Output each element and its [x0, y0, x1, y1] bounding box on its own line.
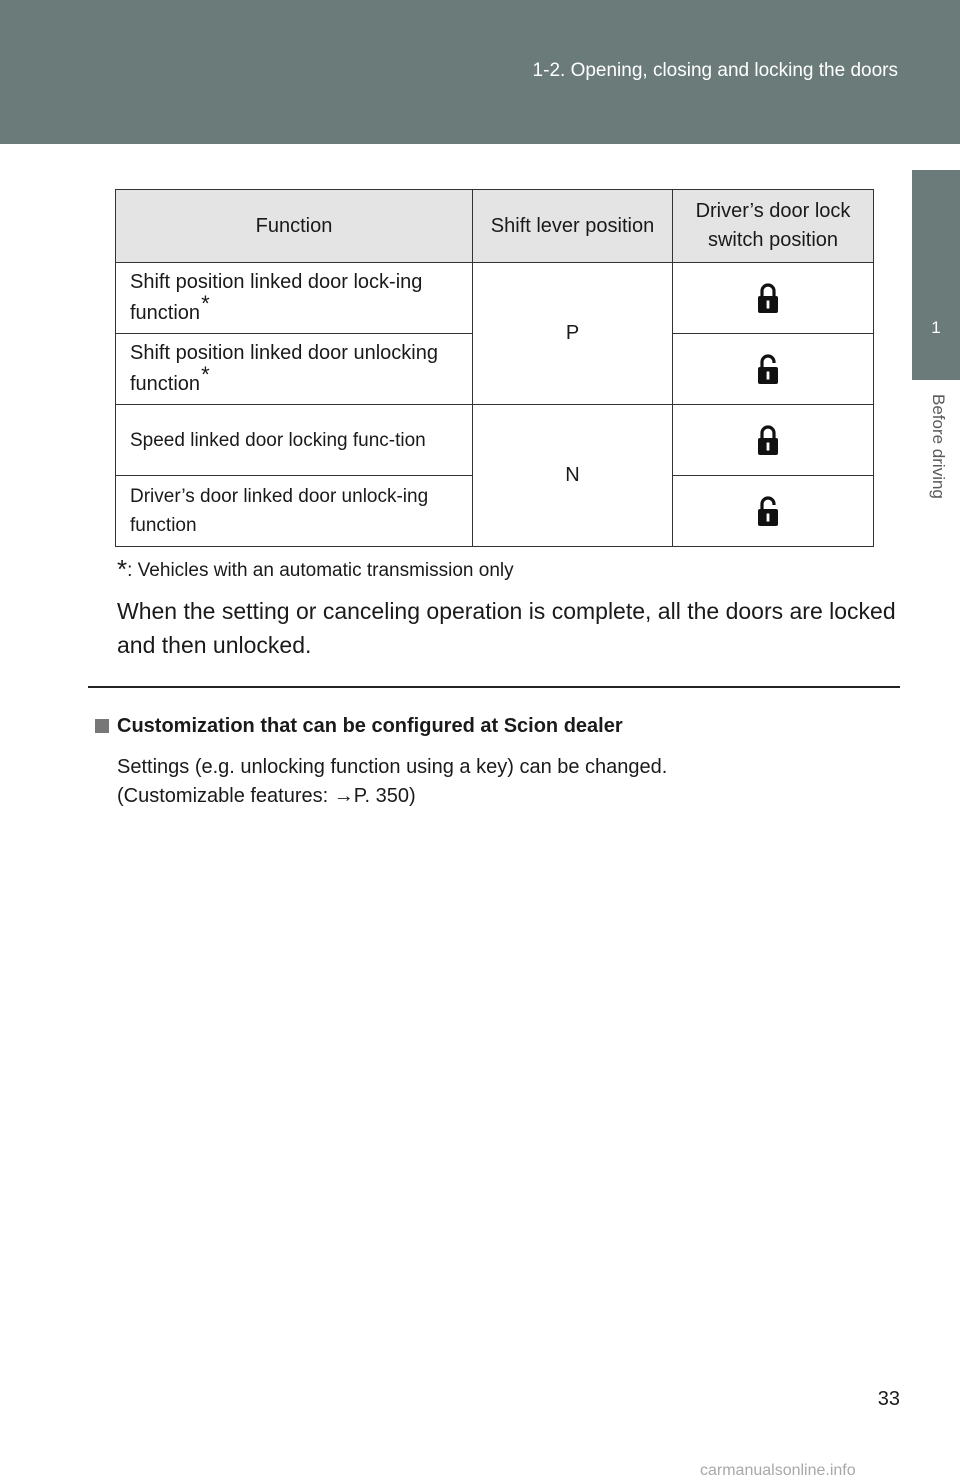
unlocked-padlock-icon: [757, 353, 779, 385]
square-bullet-icon: [95, 719, 109, 733]
section-line: Settings (e.g. unlocking function using a key) can be changed.: [117, 756, 668, 778]
function-cell: [116, 476, 473, 547]
locked-padlock-icon: [757, 424, 779, 456]
function-text: Speed linked door locking func-tion: [130, 429, 426, 451]
function-table: [115, 189, 874, 547]
function-cell: [116, 405, 473, 476]
locked-padlock-icon: [757, 282, 779, 314]
footnote: [117, 552, 514, 583]
function-cell: [116, 263, 473, 334]
side-tab-label-wrap: [912, 382, 960, 582]
function-cell: [116, 334, 473, 405]
section-line: (Customizable features: →P. 350): [117, 785, 416, 807]
switch-cell: [673, 405, 874, 476]
header-shift-lever: Shift lever position: [473, 190, 673, 263]
asterisk: *: [201, 362, 210, 387]
page-number: 33: [877, 1388, 900, 1410]
header-switch-position: Driver’s door lock switch position: [673, 190, 874, 263]
asterisk: *: [201, 291, 210, 316]
body-paragraph: When the setting or canceling operation is complete, all the doors are locked and then unlocked.: [117, 598, 896, 658]
section-heading-text: Customization that can be configured at Scion dealer: [117, 715, 623, 737]
side-tab-number: 1: [931, 318, 941, 337]
header-function: Function: [116, 190, 473, 263]
footnote-text: : Vehicles with an automatic transmission only: [127, 560, 514, 581]
shift-cell: P: [473, 263, 673, 405]
function-text: Shift position linked door unlocking function: [130, 342, 438, 395]
function-text: Shift position linked door lock-ing function: [130, 271, 423, 324]
unlocked-padlock-icon: [757, 495, 779, 527]
switch-cell: [673, 263, 874, 334]
table-row: [116, 405, 874, 476]
function-text: Driver’s door linked door unlock-ing function: [130, 486, 429, 536]
section-body: [117, 753, 667, 811]
side-tab-label: Before driving: [929, 394, 948, 499]
table-header-row: [116, 190, 874, 263]
chapter-title: 1-2. Opening, closing and locking the doors: [532, 60, 898, 81]
shift-cell: N: [473, 405, 673, 547]
switch-cell: [673, 334, 874, 405]
side-tab: [912, 170, 960, 380]
switch-cell: [673, 476, 874, 547]
section-heading: [95, 715, 623, 738]
section-divider: [88, 686, 900, 688]
footnote-asterisk: *: [117, 554, 128, 584]
table-row: [116, 263, 874, 334]
watermark: carmanualsonline.info: [700, 1462, 856, 1479]
